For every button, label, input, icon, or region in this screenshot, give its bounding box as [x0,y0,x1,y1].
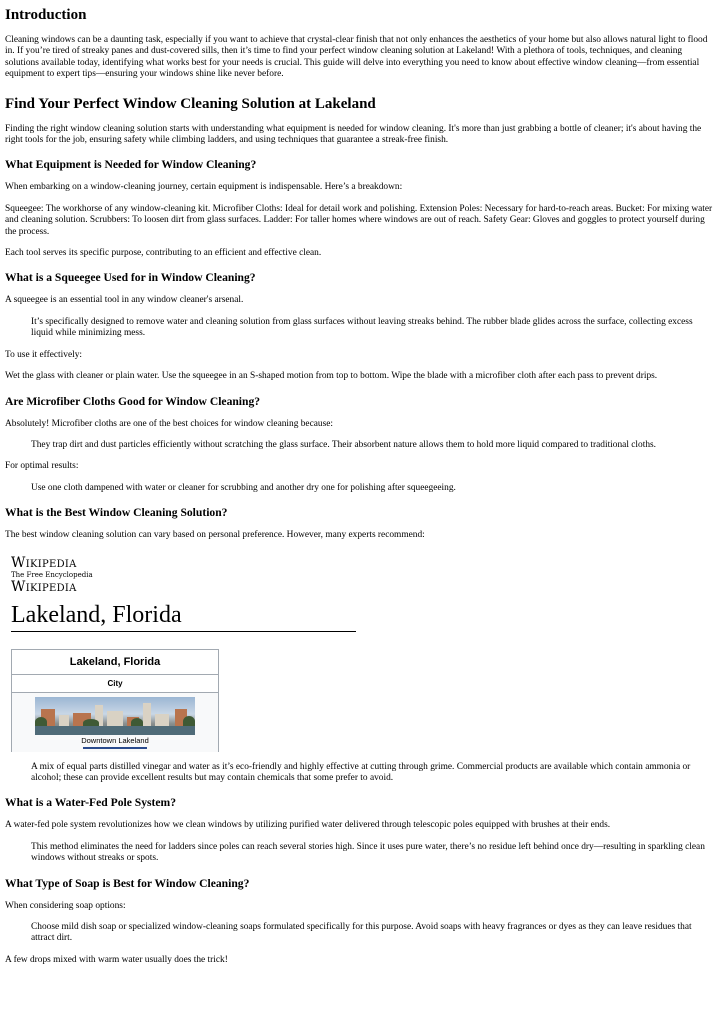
soap-paragraph-1: When considering soap options: [5,900,126,911]
equipment-paragraph-2: Squeegee: The workhorse of any window-cleaning kit. Microfiber Cloths: Ideal for detail work and polishing. Extension Poles: Necessary for hard-to-reach areas. Bucket: For mixing water and cleaning solution. Scrubbers: To loosen dirt from glass surfaces. Ladder: For taller homes where windows are out of reach. Safety Gear: Gloves and goggles to protect yourself during the process. [5,203,713,237]
heading-soap: What Type of Soap is Best for Window Cleaning? [5,876,250,890]
solution-paragraph: Finding the right window cleaning solution starts with understanding what equipment is needed for window cleaning. It's more than just grabbing a bottle of cleaner; it's about having the right tools for the job, ensuring safety while climbing ladders, and using techniques that guarantee a streak-free finish. [5,123,702,146]
heading-water-fed-pole: What is a Water-Fed Pole System? [5,796,176,810]
soap-quote: Choose mild dish soap or specialized window-cleaning soaps formulated specifically for this purpose. Avoid soaps with heavy fragrances or dyes as they can leave residues that attract dirt. [31,921,692,944]
photo-caption: Downtown Lakeland [81,735,149,745]
heading-best-solution: What is the Best Window Cleaning Solution? [5,506,228,520]
heading-equipment: What Equipment is Needed for Window Cleaning? [5,158,257,172]
waterfed-quote: This method eliminates the need for ladders since poles can reach several stories high. Since it uses pure water, there’s no residue left behind once dry—resulting in sparkling clean windows without streaks or spots. [31,841,705,864]
squeegee-paragraph-1: A squeegee is an essential tool in any window cleaner's arsenal. [5,295,244,306]
wikipedia-wordmark-2: Wikipedia [11,578,77,595]
heading-squeegee: What is a Squeegee Used for in Window Cleaning? [5,271,256,285]
microfiber-paragraph-1: Absolutely! Microfiber cloths are one of the best choices for window cleaning because: [5,418,334,429]
heading-find-solution: Find Your Perfect Window Cleaning Solution at Lakeland [5,95,376,112]
wikipedia-logo [11,556,371,594]
article [0,6,720,966]
wikipedia-wordmark: Wikipedia [11,555,77,571]
heading-introduction: Introduction [5,7,87,23]
microfiber-paragraph-2: For optimal results: [5,461,79,472]
wikipedia-embed [11,556,371,752]
soap-paragraph-2: A few drops mixed with warm water usually does the trick! [5,954,228,965]
squeegee-paragraph-3: Wet the glass with cleaner or plain water. Use the squeegee in an S-shaped motion from top to bottom. Wipe the blade with a microfiber cloth after each pass to prevent drips. [5,371,658,382]
microfiber-quote-2: Use one cloth dampened with water or cleaner for scrubbing and another dry one for polishing after squeegeeing. [31,482,456,493]
squeegee-quote: It’s specifically designed to remove water and cleaning solution from glass surfaces without leaving streaks behind. The rubber blade glides across the surface, collecting excess liquid while minimizing mess. [31,316,693,339]
intro-paragraph: Cleaning windows can be a daunting task, especially if you want to achieve that crystal-clear finish that not only enhances the aesthetics of your home but also allows natural light to flood in. If you’re tired of streaky panes and dust-covered sills, then it’s time to find your perfect window cleaning solution at Lakeland! With a plethora of tools, techniques, and cleaning solutions available today, identifying what works best for your needs is crucial. This guide will delve into everything you need to know about effective window cleaning—from essential equipment to expert tips—ensuring your windows shine like never before. [5,35,708,80]
microfiber-quote-1: They trap dirt and dust particles efficiently without scratching the glass surface. Their absorbent nature allows them to hold more liquid compared to traditional cloths. [31,439,657,450]
infobox [11,649,219,752]
best-paragraph-1: The best window cleaning solution can vary based on personal preference. However, many experts recommend: [5,530,425,541]
infobox-type: City [12,675,218,693]
wikipedia-tagline: The Free Encyclopedia [11,570,93,579]
equipment-paragraph-3: Each tool serves its specific purpose, contributing to an efficient and effective clean. [5,248,322,259]
squeegee-paragraph-2: To use it effectively: [5,349,83,360]
waterfed-paragraph-1: A water-fed pole system revolutionizes how we clean windows by utilizing purified water delivered through telescopic poles equipped with brushes at their ends. [5,820,611,831]
heading-microfiber: Are Microfiber Cloths Good for Window Cleaning? [5,394,261,408]
infobox-title: Lakeland, Florida [12,650,218,675]
wikipedia-article-title: Lakeland, Florida [11,600,356,632]
downtown-photo [35,697,195,735]
equipment-paragraph-1: When embarking on a window-cleaning journey, certain equipment is indispensable. Here’s a breakdown: [5,182,403,193]
best-quote: A mix of equal parts distilled vinegar and water as it’s eco-friendly and highly effective at cutting through grime. Commercial products are available which contain ammonia or alcohol; these can provide excellent results but may contain chemicals that some prefer to avoid. [31,761,691,783]
carousel-indicator [83,747,147,749]
